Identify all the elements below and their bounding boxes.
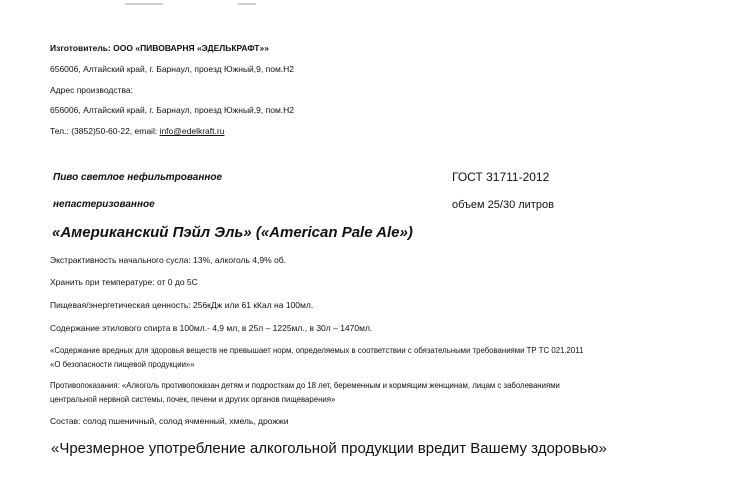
contacts-phone: Тел.: (3852)50-60-22, email:: [50, 126, 160, 136]
manufacturer-address: 656006, Алтайский край, г. Барнаул, проезд Южный,9, пом.Н2: [50, 64, 295, 74]
production-address: 656006, Алтайский край, г. Барнаул, проезд Южный,9, пом.Н2: [50, 105, 295, 115]
safety-line2: «О безопасности пищевой продукции»»: [50, 360, 195, 369]
contraindications-line1: Противопоказания: «Алкоголь противопоказан детям и подросткам до 18 лет, беременным и кормящим женщинам, лицам с заболеваниями: [50, 381, 560, 390]
gost-standard: ГОСТ 31711-2012: [452, 170, 550, 184]
scan-mark-top-right: [238, 3, 256, 5]
health-warning: «Чрезмерное употребление алкогольной продукции вредит Вашему здоровью»: [51, 440, 607, 457]
product-name: «Американский Пэйл Эль» («American Pale Ale»): [52, 224, 413, 241]
nutrition-info: Пищевая/энергетическая ценность: 256кДж или 61 кКал на 100мл.: [50, 300, 314, 310]
ethanol-info: Содержание этилового спирта в 100мл.- 4,9 мл, в 25л – 1225мл., в 30л – 1470мл.: [50, 323, 373, 333]
ingredients: Состав: солод пшеничный, солод ячменный, хмель, дрожжи: [50, 416, 289, 426]
scan-mark-top: [125, 3, 163, 5]
contraindications-line2: центральной нервной системы, почек, печени и других органов пищеварения»: [50, 395, 336, 404]
product-type-line1: Пиво светлое нефильтрованное: [53, 172, 223, 183]
safety-line1: «Содержание вредных для здоровья веществ не превышает норм, определяемых в соответствии с обязательными требованиями ТР ТС 021.2011: [50, 346, 584, 355]
extract-info: Экстрактивность начального сусла: 13%, алкоголь 4,9% об.: [50, 255, 286, 265]
production-address-label: Адрес производства:: [50, 85, 133, 95]
volume: объем 25/30 литров: [452, 199, 554, 211]
manufacturer-label: Изготовитель: ООО «ПИВОВАРНЯ «ЭДЕЛЬКРАФТ»»: [50, 43, 269, 53]
email-link[interactable]: info@edelkraft.ru: [159, 126, 225, 136]
product-type-line2: непастеризованное: [53, 199, 155, 210]
storage-info: Хранить при температуре: от 0 до 5С: [50, 277, 198, 287]
contacts: [50, 126, 224, 136]
